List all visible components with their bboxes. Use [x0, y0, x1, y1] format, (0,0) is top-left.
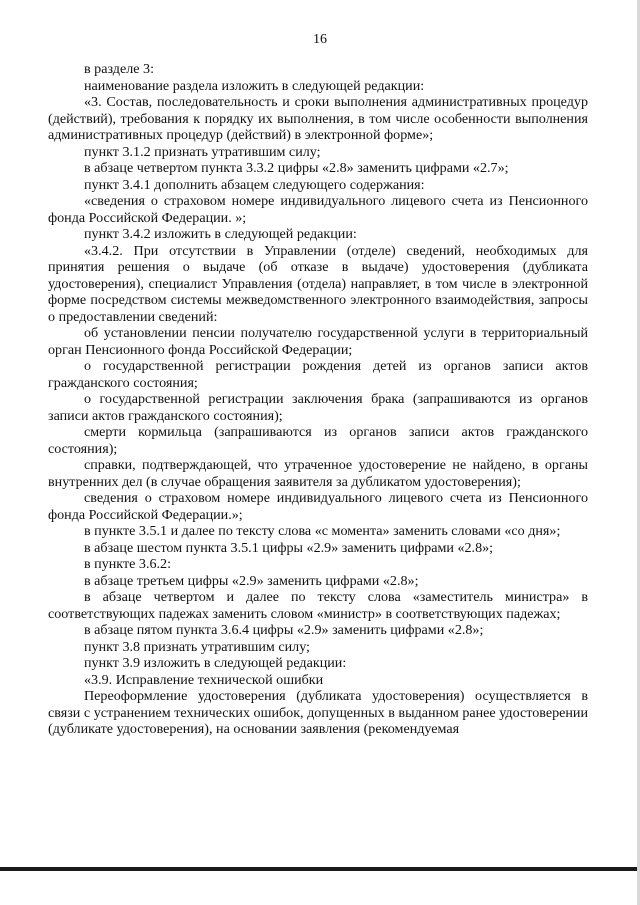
paragraph: наименование раздела изложить в следующей редакции:: [84, 77, 425, 94]
paragraph: о государственной регистрации рождения детей из органов записи актов гражданского состояния;: [48, 358, 588, 391]
paragraph: в пункте 3.5.1 и далее по тексту слова «с момента» заменить словами «со дня»;: [84, 523, 561, 539]
paragraph: в абзаце четвертом пункта 3.3.2 цифры «2.8» заменить цифрами «2.7»;: [84, 160, 509, 176]
paragraph: в пункте 3.6.2:: [84, 556, 172, 572]
paragraph: о государственной регистрации заключения брака (запрашиваются из органов записи актов гражданского состояния);: [48, 391, 588, 424]
paragraph: в абзаце шестом пункта 3.5.1 цифры «2.9» заменить цифрами «2.8»;: [84, 539, 494, 556]
paragraph: в абзаце третьем цифры «2.9» заменить цифрами «2.8»;: [84, 572, 419, 589]
paragraph: в абзаце пятом пункта 3.6.4 цифры «2.9» заменить цифрами «2.8»;: [84, 622, 484, 638]
paragraph: пункт 3.9 изложить в следующей редакции:: [84, 655, 347, 671]
paragraph: пункт 3.4.1 дополнить абзацем следующего содержания:: [84, 176, 425, 193]
paragraph: справки, подтверждающей, что утраченное удостоверение не найдено, в органы внутренних дел (в случае обращения заявителя за дубликатом удостоверения);: [48, 457, 588, 490]
paragraph: «сведения о страховом номере индивидуального лицевого счета из Пенсионного фонда Российской Федерации. »;: [48, 193, 588, 226]
paragraph: пункт 3.8 признать утратившим силу;: [84, 638, 310, 655]
paragraph: пункт 3.4.2 изложить в следующей редакции:: [84, 226, 357, 242]
paragraph: «3.9. Исправление технической ошибки: [84, 671, 324, 688]
paragraph: в разделе 3:: [84, 61, 154, 77]
paragraph: сведения о страховом номере индивидуального лицевого счета из Пенсионного фонда Российской Федерации.»;: [48, 490, 588, 523]
paragraph: Переоформление удостоверения (дубликата удостоверения) осуществляется в связи с устранением технических ошибок, допущенных в выданном ранее удостоверении (дубликате удостоверения), на основании заявления (рекомендуемая: [48, 688, 588, 737]
paragraph: смерти кормильца (запрашиваются из органов записи актов гражданского состояния);: [48, 424, 588, 457]
scan-bottom-border: [0, 867, 640, 871]
paragraph: «3.4.2. При отсутствии в Управлении (отделе) сведений, необходимых для принятия решения о выдаче (об отказе в выдаче) удостоверения (дубликата удостоверения), специалист Управления (отдела) направляет, в том числе в электронной форме посредством системы межведомственного электронного взаимодействия, запросы о предоставлении сведений:: [48, 242, 588, 325]
page-number: 16: [313, 32, 327, 47]
paragraph: пункт 3.1.2 признать утратившим силу;: [84, 143, 321, 160]
paragraph: «3. Состав, последовательность и сроки выполнения административных процедур (действий), требования к порядку их выполнения, в том числе особенности выполнения административных процедур (действий) в электронной форме»;: [48, 94, 588, 143]
paragraph: в абзаце четвертом и далее по тексту слова «заместитель министра» в соответствующих падежах заменить словом «министр» в соответствующих падежах;: [48, 589, 588, 622]
document-body: [48, 61, 588, 738]
paragraph: об установлении пенсии получателю государственной услуги в территориальный орган Пенсионного фонда Российской Федерации;: [48, 325, 588, 358]
